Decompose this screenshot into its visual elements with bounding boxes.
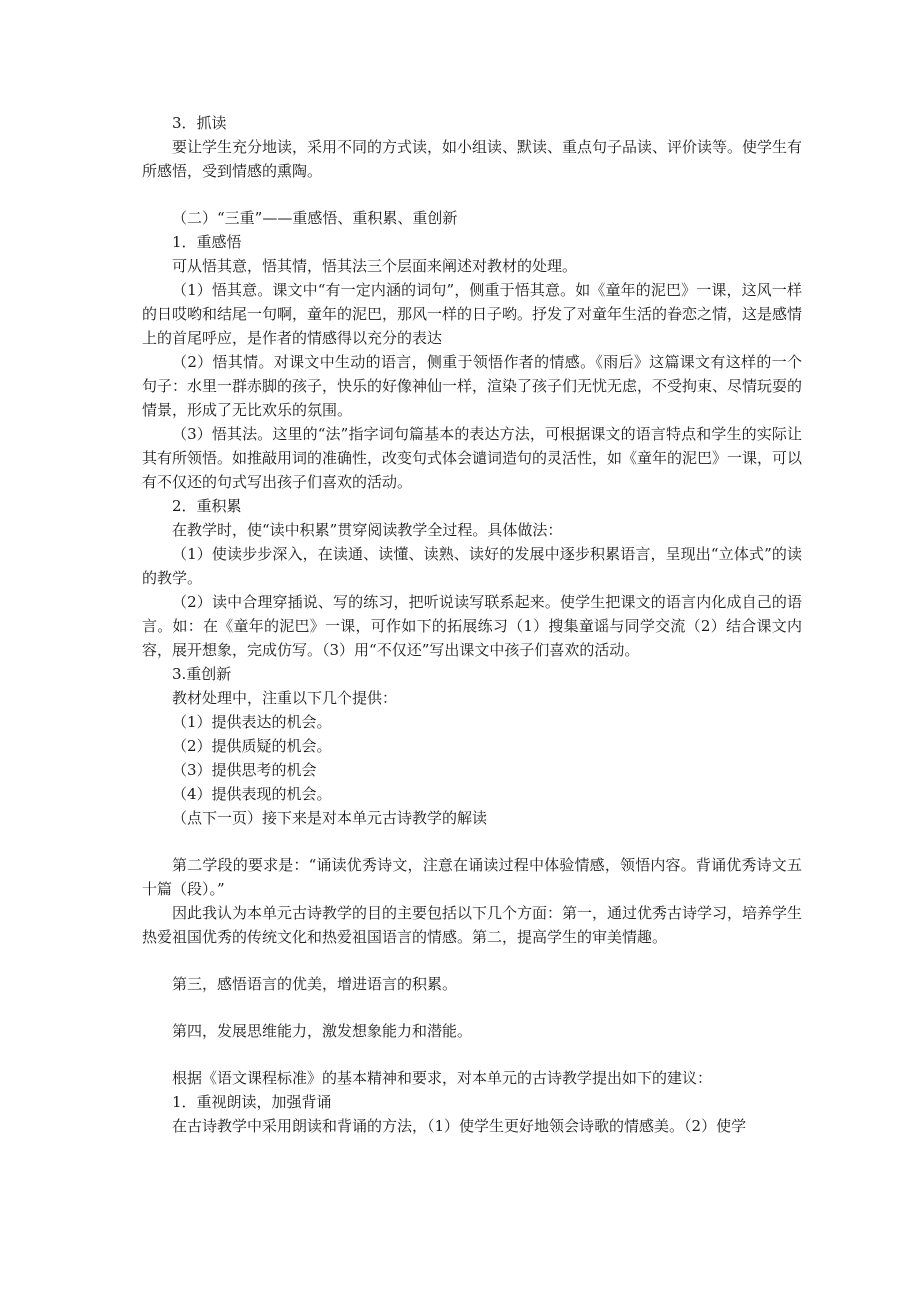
paragraph: 第三，感悟语言的优美，增进语言的积累。 — [172, 975, 458, 993]
heading-zhuadu: 3．抓读 — [172, 114, 227, 132]
paragraph: （1）悟其意。课文中“有一定内涵的词句”，侧重于悟其意。如《童年的泥巴》一课，这风一样的日哎哟和结尾一句啊，童年的泥巴，那风一样的日子哟。抒发了对童年生活的眷恋之情，这是感情上的首尾呼应，是作者的情感得以充分的表达 — [142, 281, 803, 347]
list-item: （2）提供质疑的机会。 — [172, 737, 332, 755]
paragraph: 因此我认为本单元古诗教学的目的主要包括以下几个方面：第一，通过优秀古诗学习，培养学生热爱祖国优秀的传统文化和热爱祖国语言的情感。第二，提高学生的审美情趣。 — [142, 904, 803, 946]
paragraph: （2）读中合理穿插说、写的练习，把听说读写联系起来。使学生把课文的语言内化成自己的语言。如：在《童年的泥巴》一课，可作如下的拓展练习（1）搜集童谣与同学交流（2）结合课文内容，展开想象，完成仿写。（3）用“不仅还”写出课文中孩子们喜欢的活动。 — [142, 593, 802, 659]
paragraph: 可从悟其意，悟其情，悟其法三个层面来阐述对教材的处理。 — [172, 257, 578, 275]
subheading: 1．重视朗读，加强背诵 — [172, 1093, 332, 1111]
paragraph: 要让学生充分地读，采用不同的方式读，如小组读、默读、重点句子品读、评价读等。使学生有所感悟，受到情感的熏陶。 — [142, 138, 803, 180]
document-page — [142, 111, 802, 1138]
list-item: （3）提供思考的机会 — [172, 761, 317, 779]
paragraph: （3）悟其法。这里的“法”指字词句篇基本的表达方法，可根据课文的语言特点和学生的实际让其有所领悟。如推敲用词的准确性，改变句式体会谴词造句的灵活性，如《童年的泥巴》一课，可以有不仅还的句式写出孩子们喜欢的活动。 — [142, 425, 803, 491]
subheading: 2．重积累 — [172, 497, 242, 515]
paragraph: 在古诗教学中采用朗读和背诵的方法，（1）使学生更好地领会诗歌的情感美。（2）使学 — [172, 1117, 747, 1135]
paragraph: 根据《语文课程标准》的基本精神和要求，对本单元的古诗教学提出如下的建议： — [172, 1069, 713, 1087]
list-item: （1）提供表达的机会。 — [172, 713, 332, 731]
paragraph: 教材处理中，注重以下几个提供： — [172, 689, 398, 707]
list-item: （4）提供表现的机会。 — [172, 785, 332, 803]
subheading: 1．重感悟 — [172, 233, 242, 251]
section-heading: （二）“三重”——重感悟、重积累、重创新 — [172, 209, 458, 227]
paragraph: 第四，发展思维能力，激发想象能力和潜能。 — [172, 1022, 473, 1040]
paragraph: （2）悟其情。对课文中生动的语言，侧重于领悟作者的情感。《雨后》这篇课文有这样的一个句子：水里一群赤脚的孩子，快乐的好像神仙一样，渲染了孩子们无忧无虑，不受拘束、尽情玩耍的情景，形成了无比欢乐的氛围。 — [142, 353, 803, 419]
paragraph: 第二学段的要求是：“诵读优秀诗文，注意在诵读过程中体验情感，领悟内容。背诵优秀诗文五十篇（段）。” — [142, 856, 802, 898]
paragraph: 在教学时，使“读中积累”贯穿阅读教学全过程。具体做法： — [172, 521, 563, 539]
paragraph: （点下一页）接下来是对本单元古诗教学的解读 — [172, 809, 488, 827]
subheading: 3.重创新 — [172, 665, 232, 683]
paragraph: （1）使读步步深入，在读通、读懂、读熟、读好的发展中逐步积累语言，呈现出“立体式”的读的教学。 — [142, 545, 802, 587]
